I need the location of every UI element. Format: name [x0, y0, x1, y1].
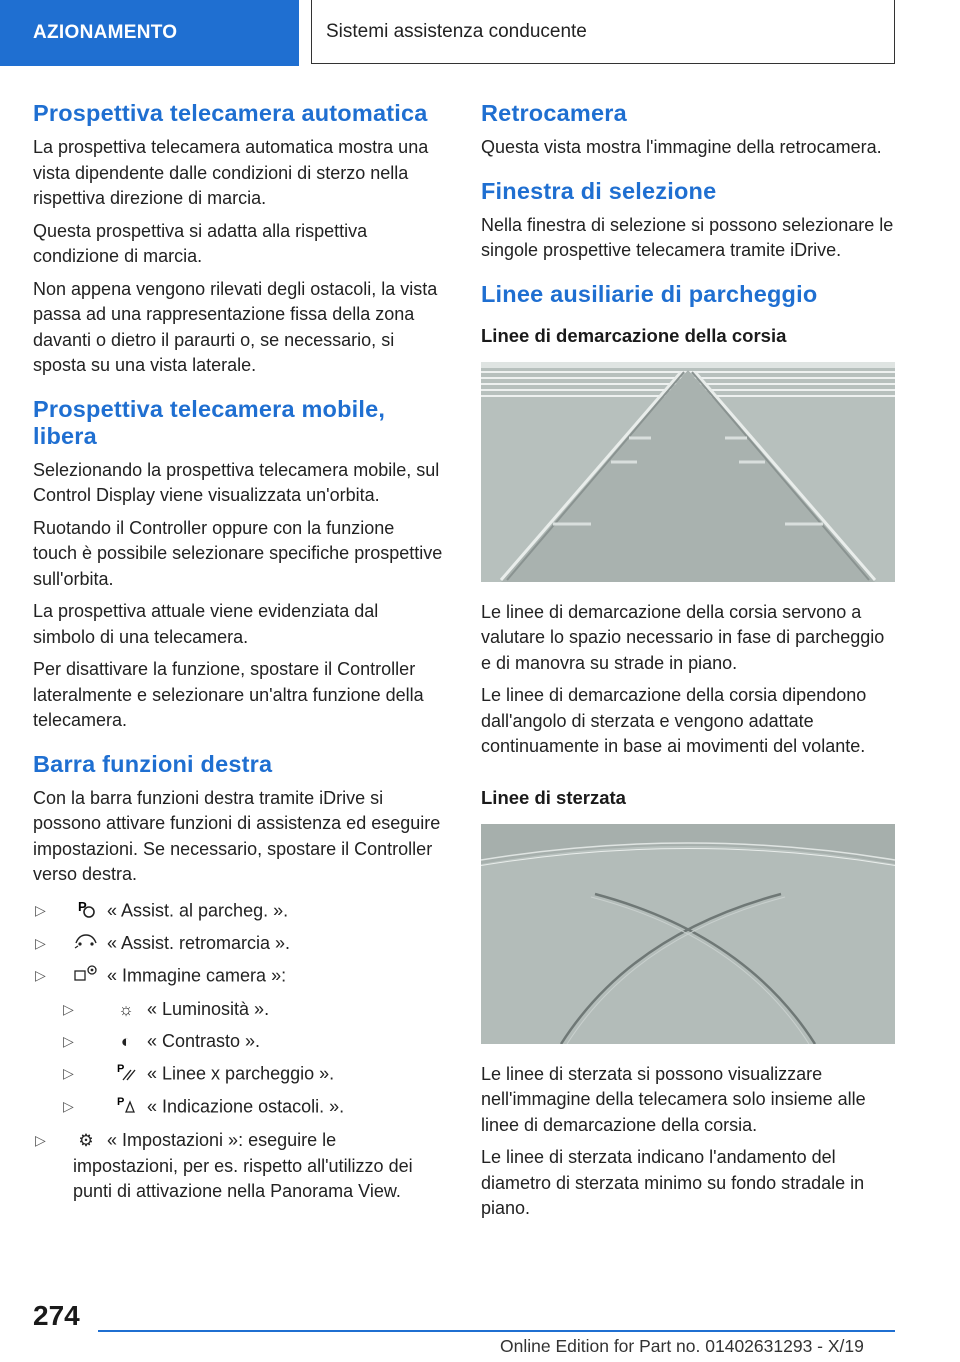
svg-text:P: P	[78, 898, 87, 914]
bullet-triangle-icon: ▷	[35, 1131, 46, 1148]
list-item-text: « Assist. retromarcia ».	[107, 933, 291, 953]
section-heading: Finestra di selezione	[481, 177, 717, 204]
list-item	[33, 1029, 443, 1055]
subheading: Linee di sterzata	[481, 786, 626, 808]
section-right-function-bar	[33, 751, 443, 1205]
paragraph: Per disattivare la funzione, spostare il Controller lateralmente e selezionare un'altra funzione della telecamera.	[33, 659, 424, 730]
page-header	[0, 0, 960, 66]
subheading: Linee di demarcazione della corsia	[481, 324, 787, 346]
lane-lines-figure	[481, 362, 895, 582]
paragraph: Questa prospettiva si adatta alla rispettiva condizione di marcia.	[33, 220, 368, 266]
svg-text:P: P	[117, 1062, 125, 1075]
paragraph: La prospettiva attuale viene evidenziata dal simbolo di una telecamera.	[33, 601, 379, 647]
paragraph: La prospettiva telecamera automatica mostra una vista dipendente dalle condizioni di sterzo nella rispettiva direzione di marcia.	[33, 137, 429, 208]
list-item-text: « Impostazioni »: eseguire le impostazioni, per es. rispetto all'utilizzo dei punti di attivazione nella Panorama View.	[73, 1129, 413, 1201]
paragraph: Con la barra funzioni destra tramite iDrive si possono attivare funzioni di assistenza ed eseguire impostazioni. Se necessario, spostare il Controller verso destra.	[33, 787, 441, 884]
list-item	[33, 997, 443, 1023]
settings-icon: ⚙	[78, 1131, 94, 1150]
section-free-camera	[33, 396, 443, 734]
paragraph: Nella finestra di selezione si possono selezionare le singole prospettive telecamera tramite iDrive.	[481, 214, 894, 260]
list-item-text: « Immagine camera »:	[107, 965, 287, 986]
list-item-text: « Indicazione ostacoli. ».	[147, 1096, 345, 1117]
list-item-text: « Contrasto ».	[147, 1030, 261, 1051]
list-item	[33, 1094, 443, 1122]
section-heading: Linee ausiliarie di parcheggio	[481, 280, 818, 307]
section-heading: Prospettiva telecamera automatica	[33, 100, 428, 126]
paragraph: Ruotando il Controller oppure con la funzione touch è possibile selezionare specifiche prospettive sull'orbita.	[33, 517, 443, 589]
section-parking-lines	[481, 281, 895, 1222]
section-heading: Barra funzioni destra	[33, 750, 273, 777]
contrast-icon: ◐	[120, 1032, 132, 1051]
chapter-title: Sistemi assistenza conducente	[311, 0, 895, 64]
paragraph: Non appena vengono rilevati degli ostacoli, la vista passa ad una rappresentazione fissa della zona davanti o dietro il paraurti o, se necessario, si sposta su una vista laterale.	[33, 278, 438, 375]
list-item-text: « Luminosità ».	[147, 998, 270, 1019]
edition-note: Online Edition for Part no. 01402631293 - X/19	[500, 1336, 864, 1356]
paragraph: Selezionando la prospettiva telecamera mobile, sul Control Display viene visualizzata un'orbita.	[33, 459, 440, 505]
section-selection-window	[481, 178, 895, 264]
paragraph: Le linee di sterzata si possono visualizzare nell'immagine della telecamera solo insieme alle linee di demarcazione della corsia.	[481, 1063, 866, 1135]
list-item-text: « Assist. al parcheg. ».	[107, 900, 289, 920]
list-item	[33, 1128, 443, 1205]
page-number: 274	[33, 1300, 80, 1331]
bullet-triangle-icon: ▷	[63, 1098, 74, 1114]
footer-divider	[98, 1330, 895, 1332]
bullet-triangle-icon: ▷	[35, 935, 46, 951]
bullet-triangle-icon: ▷	[35, 901, 46, 918]
list-item	[33, 898, 443, 926]
list-item	[33, 1061, 443, 1089]
function-list	[33, 898, 443, 1205]
brightness-icon: ☼	[118, 1000, 134, 1019]
section-heading: Retrocamera	[481, 100, 627, 126]
section-tab: AZIONAMENTO	[0, 0, 299, 66]
steering-lines-figure	[481, 824, 895, 1044]
bullet-triangle-icon: ▷	[63, 1032, 74, 1049]
right-column	[481, 100, 895, 1229]
section-heading: Prospettiva telecamera mobile, libera	[33, 395, 386, 449]
paragraph: Le linee di demarcazione della corsia servono a valutare lo spazio necessario in fase di parcheggio e di manovra su strade in piano.	[481, 601, 885, 673]
bullet-triangle-icon: ▷	[63, 1064, 74, 1081]
obstacle-marking-icon	[113, 1094, 139, 1122]
parking-assist-icon	[73, 898, 99, 926]
paragraph: Le linee di demarcazione della corsia dipendono dall'angolo di sterzata e vengono adattate continuamente in base ai movimenti del volante.	[481, 685, 867, 756]
left-column	[33, 100, 443, 1222]
list-item	[33, 931, 443, 957]
section-automatic-camera	[33, 100, 443, 379]
paragraph: Le linee di sterzata indicano l'andamento del diametro di sterzata minimo su fondo stradale in piano.	[481, 1147, 865, 1218]
bullet-triangle-icon: ▷	[35, 967, 46, 983]
paragraph: Questa vista mostra l'immagine della retrocamera.	[481, 137, 882, 157]
list-item	[33, 963, 443, 991]
bullet-triangle-icon: ▷	[63, 1000, 74, 1017]
section-rear-camera	[481, 100, 895, 161]
parking-lines-icon	[113, 1061, 139, 1089]
list-item-text: « Linee x parcheggio ».	[147, 1063, 335, 1083]
reverse-assist-icon	[73, 932, 99, 958]
camera-settings-icon	[73, 963, 99, 991]
svg-text:P: P	[117, 1096, 125, 1108]
